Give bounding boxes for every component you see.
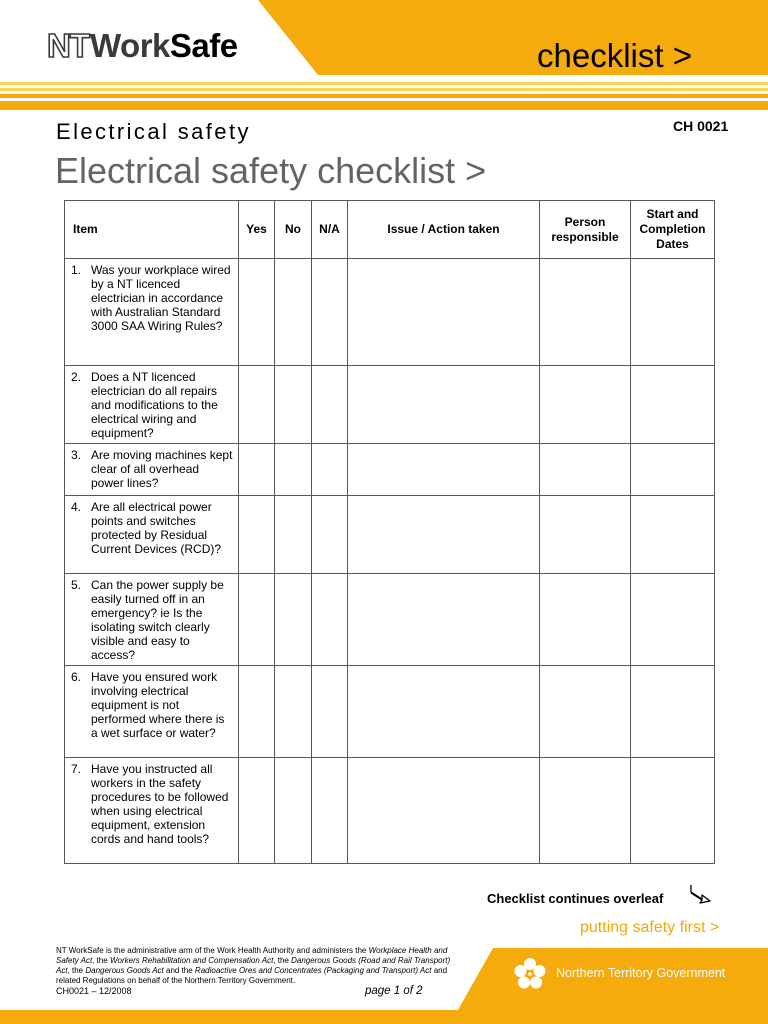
na-cell[interactable]	[312, 259, 348, 366]
table-row	[65, 758, 715, 864]
table-header-row	[65, 201, 715, 259]
continues-overleaf-note: Checklist continues overleaf	[487, 891, 664, 906]
column-header-item: Item	[65, 201, 239, 259]
nt-government-label: Northern Territory Government	[556, 966, 726, 980]
question-number: 6.	[71, 670, 82, 684]
question-text: Have you instructed all workers in the safety procedures to be followed when using electrical equipment, extension cords and hand tools?	[91, 762, 229, 846]
na-cell[interactable]	[312, 444, 348, 496]
issue-cell[interactable]	[348, 444, 540, 496]
yes-cell[interactable]	[239, 496, 275, 574]
page-title: Electrical safety checklist >	[55, 150, 487, 191]
question-cell	[65, 496, 239, 574]
dates-cell[interactable]	[631, 259, 715, 366]
person-cell[interactable]	[540, 666, 631, 758]
table-row	[65, 444, 715, 496]
ntworksafe-logo: NTWorkSafe	[47, 27, 238, 64]
dates-cell[interactable]	[631, 496, 715, 574]
turn-page-arrow-icon	[688, 883, 714, 905]
dates-cell[interactable]	[631, 666, 715, 758]
na-cell[interactable]	[312, 758, 348, 864]
question-cell	[65, 574, 239, 666]
question-cell	[65, 259, 239, 366]
issue-cell[interactable]	[348, 758, 540, 864]
na-cell[interactable]	[312, 574, 348, 666]
question-number: 3.	[71, 448, 82, 462]
no-cell[interactable]	[275, 496, 312, 574]
category-heading: Electrical safety	[56, 119, 251, 144]
question-text: Are moving machines kept clear of all overhead power lines?	[91, 448, 233, 490]
na-cell[interactable]	[312, 366, 348, 444]
issue-cell[interactable]	[348, 366, 540, 444]
table-row	[65, 666, 715, 758]
column-header-issue: Issue / Action taken	[348, 201, 540, 259]
yes-cell[interactable]	[239, 444, 275, 496]
yes-cell[interactable]	[239, 758, 275, 864]
na-cell[interactable]	[312, 666, 348, 758]
question-text: Are all electrical power points and switches protected by Residual Current Devices (RCD)?	[91, 500, 222, 556]
question-number: 1.	[71, 263, 82, 277]
administrative-notice: NT WorkSafe is the administrative arm of the Work Health Authority and administers the Workplace Health and Safety Act, the Workers Rehabilitation and Compensation Act, the Dangerous Goods (Road and Rail Transport) Act, the Dangerous Goods Act and the Radioactive Ores and Concentrates (Packaging and Transport) Act and related Regulations on behalf of the Northern Territory Government.	[56, 946, 451, 985]
page-number: page 1 of 2	[365, 985, 423, 997]
column-header-dates: Start and Completion Dates	[631, 201, 715, 259]
question-cell	[65, 366, 239, 444]
dates-cell[interactable]	[631, 758, 715, 864]
column-header-person: Person responsible	[540, 201, 631, 259]
question-text: Have you ensured work involving electrical equipment is not performed where there is a wet surface or water?	[91, 670, 225, 740]
person-cell[interactable]	[540, 758, 631, 864]
table-row	[65, 574, 715, 666]
yes-cell[interactable]	[239, 574, 275, 666]
no-cell[interactable]	[275, 758, 312, 864]
question-text: Does a NT licenced electrician do all repairs and modifications to the electrical wiring and equipment?	[91, 370, 218, 440]
question-cell	[65, 666, 239, 758]
question-cell	[65, 758, 239, 864]
question-number: 2.	[71, 370, 82, 384]
tagline: putting safety first >	[580, 919, 720, 936]
column-header-yes: Yes	[239, 201, 275, 259]
table-row	[65, 259, 715, 366]
question-number: 7.	[71, 762, 82, 776]
table-row	[65, 366, 715, 444]
person-cell[interactable]	[540, 444, 631, 496]
yes-cell[interactable]	[239, 259, 275, 366]
issue-cell[interactable]	[348, 574, 540, 666]
issue-cell[interactable]	[348, 496, 540, 574]
no-cell[interactable]	[275, 444, 312, 496]
question-text: Was your workplace wired by a NT licenced electrician in accordance with Australian Standard 3000 SAA Wiring Rules?	[91, 263, 231, 333]
issue-cell[interactable]	[348, 666, 540, 758]
no-cell[interactable]	[275, 366, 312, 444]
checklist-table	[64, 200, 715, 864]
document-code: CH 0021	[673, 118, 729, 134]
document-type-label: checklist >	[537, 37, 692, 74]
issue-cell[interactable]	[348, 259, 540, 366]
question-number: 4.	[71, 500, 82, 514]
no-cell[interactable]	[275, 259, 312, 366]
question-text: Can the power supply be easily turned off in an emergency? ie Is the isolating switch clearly visible and easy to access?	[91, 578, 224, 662]
dates-cell[interactable]	[631, 366, 715, 444]
person-cell[interactable]	[540, 496, 631, 574]
na-cell[interactable]	[312, 496, 348, 574]
no-cell[interactable]	[275, 574, 312, 666]
dates-cell[interactable]	[631, 574, 715, 666]
nt-government-flower-icon	[512, 956, 548, 992]
person-cell[interactable]	[540, 366, 631, 444]
person-cell[interactable]	[540, 574, 631, 666]
yes-cell[interactable]	[239, 366, 275, 444]
column-header-na: N/A	[312, 201, 348, 259]
dates-cell[interactable]	[631, 444, 715, 496]
column-header-no: No	[275, 201, 312, 259]
document-reference: CH0021 – 12/2008	[56, 986, 132, 996]
question-number: 5.	[71, 578, 82, 592]
table-row	[65, 496, 715, 574]
no-cell[interactable]	[275, 666, 312, 758]
person-cell[interactable]	[540, 259, 631, 366]
question-cell	[65, 444, 239, 496]
yes-cell[interactable]	[239, 666, 275, 758]
